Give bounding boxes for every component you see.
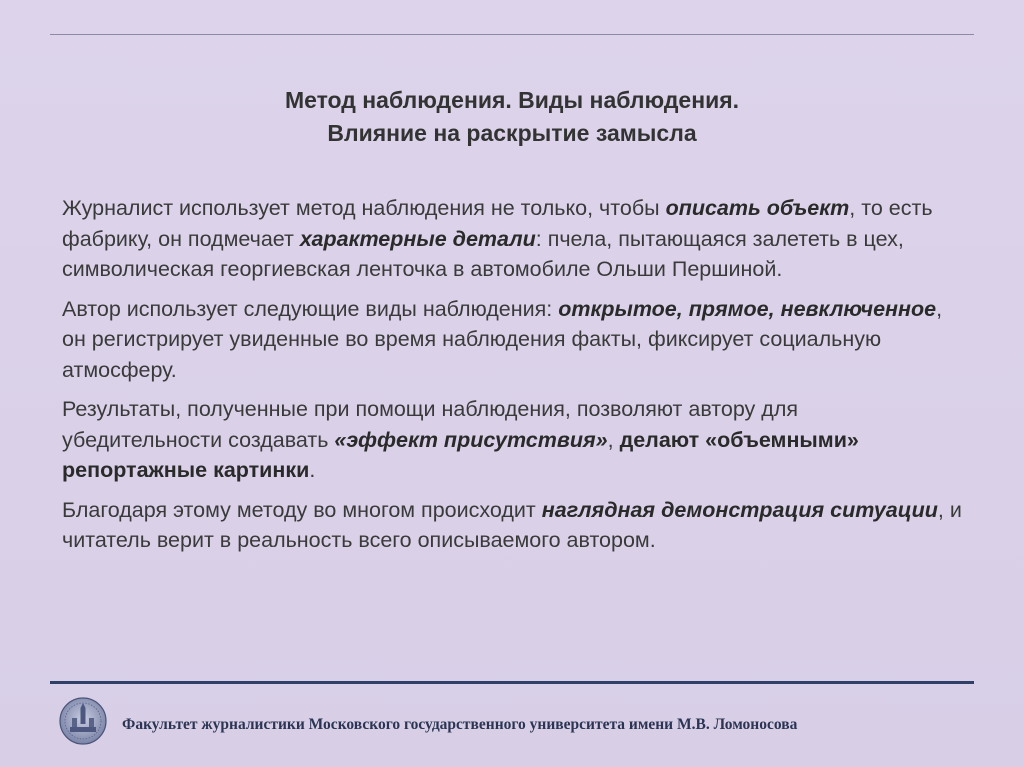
text-segment: , — [607, 427, 620, 452]
text-segment: , он регистрирует увиденные во время наблюдения факты, фиксирует социальную атмосферу. — [62, 296, 943, 382]
bottom-divider — [50, 681, 974, 684]
title-line-2: Влияние на раскрытие замысла — [327, 120, 697, 146]
text-segment: , то есть фабрику, он подмечает — [62, 196, 933, 251]
emphasis-segment: наглядная демонстрация ситуации — [541, 497, 938, 522]
text-segment: , и читатель верит в реальность всего описываемого автором. — [62, 497, 962, 552]
slide-body — [62, 193, 962, 565]
text-segment: Благодаря этому методу во многом происходит — [62, 497, 542, 522]
text-segment: Журналист использует метод наблюдения не только, чтобы — [62, 196, 666, 220]
emphasis-segment: открытое, прямое, невключенное — [558, 296, 937, 321]
emphasis-segment: «эффект присутствия» — [334, 427, 608, 452]
text-segment: Результаты, полученные при помощи наблюдения, позволяют автору для убедительности создавать — [62, 397, 799, 452]
text-segment: : пчела, пытающаяся залететь в цех, символическая георгиевская ленточка в автомобиле Ольши Першиной. — [62, 226, 904, 281]
paragraph — [62, 394, 962, 486]
paragraph — [62, 495, 962, 556]
title-line-1: Метод наблюдения. Виды наблюдения. — [284, 87, 740, 113]
university-emblem-icon — [58, 696, 108, 746]
emphasis-segment: делают «объемными» репортажные картинки — [62, 427, 859, 482]
slide-title — [0, 84, 1024, 150]
emphasis-segment: описать объект — [665, 196, 850, 220]
top-divider — [50, 34, 974, 35]
paragraph — [62, 294, 962, 386]
text-segment: Автор использует следующие виды наблюдения: — [62, 296, 559, 321]
text-segment: . — [309, 458, 316, 482]
paragraph — [62, 193, 962, 285]
footer-institution-text: Факультет журналистики Московского государственного университета имени М.В. Ломоносова — [122, 716, 798, 733]
emphasis-segment: характерные детали — [299, 226, 536, 251]
